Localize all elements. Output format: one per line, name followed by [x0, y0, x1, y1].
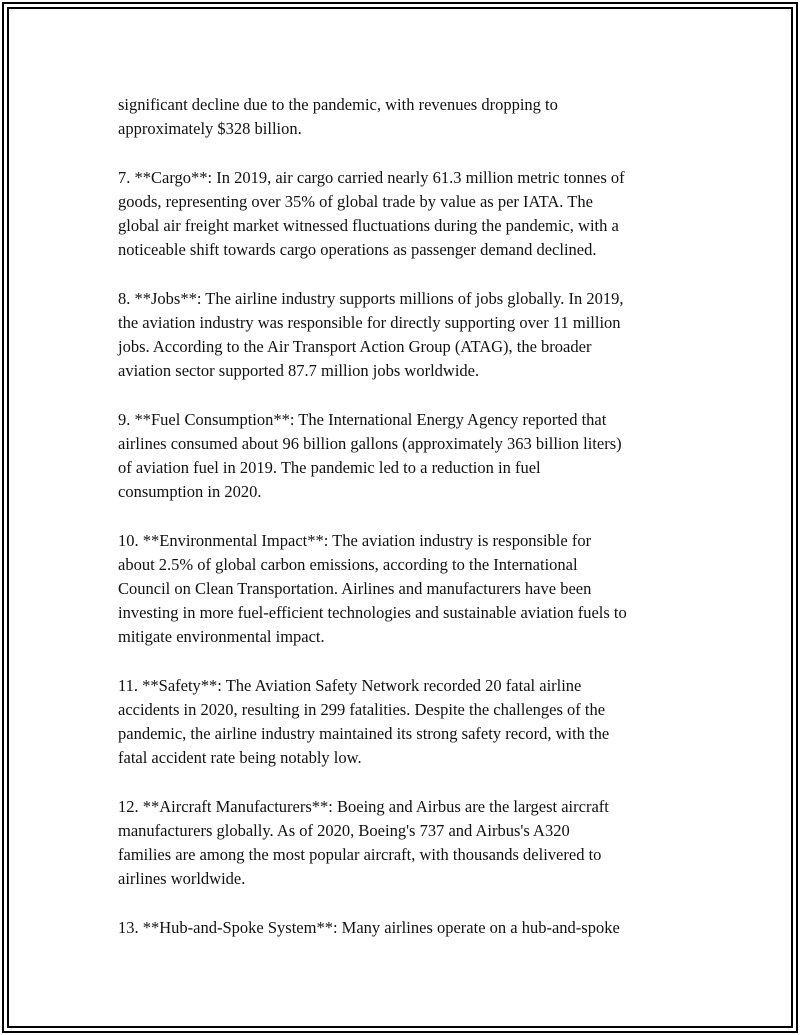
document-body — [118, 93, 698, 964]
paragraph-jobs: 8. **Jobs**: The airline industry supports millions of jobs globally. In 2019, the aviation industry was responsible for directly supporting over 11 million jobs. According to the Air Transport Action Group (ATAG), the broader aviation sector supported 87.7 million jobs worldwide. — [118, 288, 624, 381]
paragraph-safety: 11. **Safety**: The Aviation Safety Network recorded 20 fatal airline accidents in 2020, resulting in 299 fatalities. Despite the challenges of the pandemic, the airline industry maintained its strong safety record, with the fatal accident rate being notably low. — [118, 675, 610, 768]
paragraph-revenue-continuation: significant decline due to the pandemic, with revenues dropping to approximately $328 billion. — [118, 95, 558, 139]
paragraph-fuel-consumption: 9. **Fuel Consumption**: The International Energy Agency reported that airlines consumed about 96 billion gallons (approximately 363 billion liters) of aviation fuel in 2019. The pandemic led to a reduction in fuel consumption in 2020. — [118, 409, 622, 502]
paragraph-aircraft-manufacturers: 12. **Aircraft Manufacturers**: Boeing and Airbus are the largest aircraft manufacturers globally. As of 2020, Boeing's 737 and Airbus's A320 families are among the most popular aircraft, with thousands delivered to airlines worldwide. — [118, 796, 609, 889]
paragraph-environmental-impact: 10. **Environmental Impact**: The aviation industry is responsible for about 2.5% of global carbon emissions, according to the International Council on Clean Transportation. Airlines and manufacturers have been investing in more fuel-efficient technologies and sustainable aviation fuels to mitigate environmental impact. — [118, 530, 627, 647]
paragraph-hub-and-spoke: 13. **Hub-and-Spoke System**: Many airlines operate on a hub-and-spoke — [118, 917, 620, 937]
paragraph-cargo: 7. **Cargo**: In 2019, air cargo carried nearly 61.3 million metric tonnes of goods, representing over 35% of global trade by value as per IATA. The global air freight market witnessed fluctuations during the pandemic, with a noticeable shift towards cargo operations as passenger demand declined. — [118, 167, 625, 260]
